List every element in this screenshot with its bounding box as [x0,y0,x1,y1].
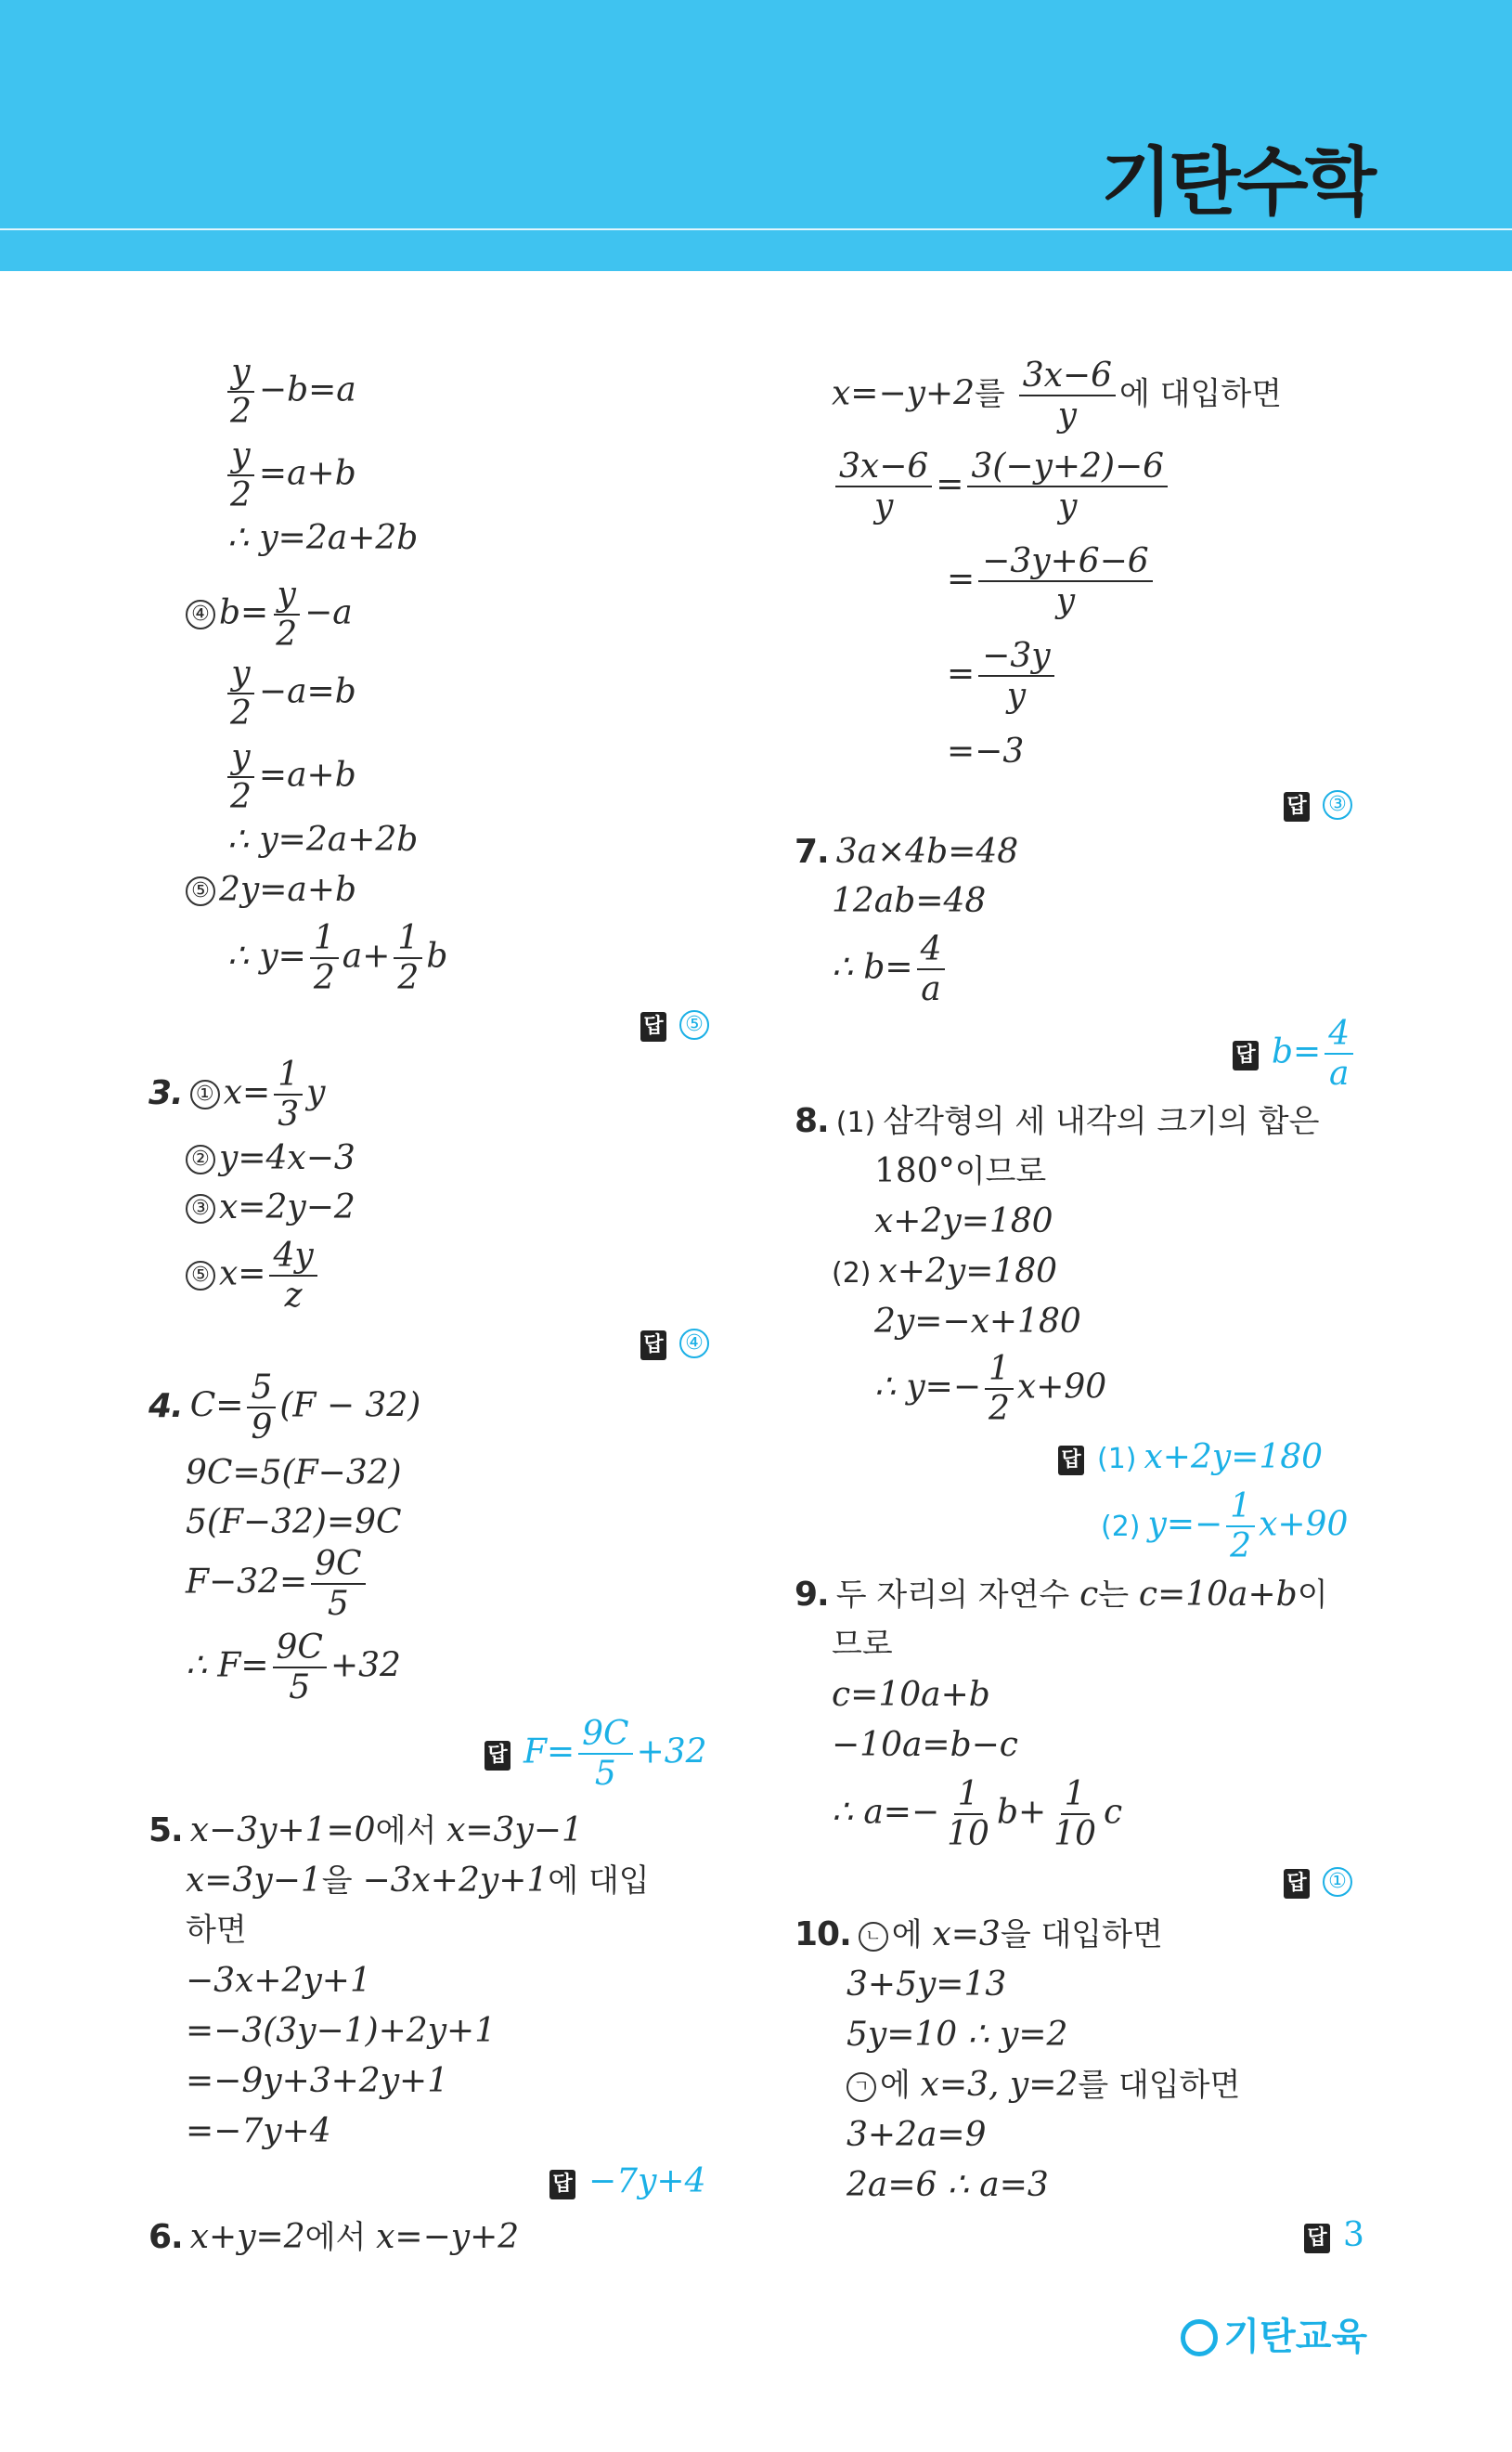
answer: 답 F= $\frac{9C}{5}$ +32 [485,1718,707,1791]
line: F−32= $\frac{9C}{5}$ [186,1548,369,1621]
line: 하면 [186,1912,247,1949]
answer-tag-icon: 답 [485,1741,510,1771]
line: 12ab=48 [832,882,987,920]
line: ∴ F= $\frac{9C}{5}$ +32 [186,1628,401,1706]
line: $\frac{y}{2}$ −b=a [223,356,356,429]
line: ⑤ 2y=a+b [186,874,356,907]
line: ∴ y=2a+2b [227,821,419,859]
problem-6: 6. x+y=2에서 x=−y+2 [149,2218,520,2256]
line: $\frac{y}{2}$ =a+b [223,439,356,512]
answer: 답 ① [1284,1864,1356,1899]
line: ㄱ 에 x=3, y=2를 대입하면 [846,2069,1240,2102]
line: ⑤ x= $\frac{4y}{z}$ [186,1239,321,1313]
answer-tag-icon: 답 [1284,1869,1310,1899]
problem-5: 5. x−3y+1=0에서 x=3y−1 [149,1811,583,1849]
problem-9: 9. 두 자리의 자연수 c는 c=10a+b이 [795,1576,1328,1614]
line: 2a=6 ∴ a=3 [846,2166,1049,2204]
answer-tag-icon: 답 [640,1012,666,1042]
line: $\frac{y}{2}$ −a=b [223,657,356,731]
problem-10: 10. ㄴ 에 x=3을 대입하면 [795,1915,1163,1953]
line: ∴ y=− $\frac{1}{2}$ x+90 [874,1350,1107,1428]
footer-logo: 기탄교육 [1181,2307,1367,2360]
answer-tag-icon: 답 [1304,2224,1330,2253]
answer: 답 ⑤ [640,1007,713,1042]
line: $\frac{3x-6}{y}$ = $\frac{3(-y+2)-6}{y}$ [832,450,1171,524]
problem-3: 3. ① x= $\frac{1}{3}$ y [149,1056,326,1134]
line: $\frac{y}{2}$ =a+b [223,741,356,814]
line: 180°이므로 [874,1152,1047,1190]
answer-tag-icon: 답 [1058,1446,1084,1475]
line: ∴ a=− $\frac{1}{10}$ b+ $\frac{1}{10}$ c [832,1775,1123,1853]
line: ∴ y=2a+2b [227,519,419,557]
line: −10a=b−c [832,1726,1018,1764]
problem-7: 7. 3a×4b=48 [795,833,1019,871]
line: 2y=−x+180 [874,1303,1081,1341]
line: =−7y+4 [186,2112,331,2150]
line: = $\frac{-3y}{y}$ [947,640,1058,713]
line: =−3(3y−1)+2y+1 [186,2012,497,2050]
line: c=10a+b [832,1676,990,1714]
problem-4: 4. C= $\frac{5}{9}$ (F − 32) [149,1369,421,1447]
line: (2) x+2y=180 [832,1252,1058,1291]
answer-tag-icon: 답 [1233,1041,1259,1070]
answer: 답 (1) x+2y=180 [1058,1441,1323,1475]
line: =−9y+3+2y+1 [186,2062,449,2100]
answer-tag-icon: 답 [549,2170,575,2199]
line: 므로 [832,1626,893,1663]
line: ② y=4x−3 [186,1142,355,1175]
problem-8: 8. (1) 삼각형의 세 내각의 크기의 합은 [795,1102,1320,1140]
answer: 답 ③ [1284,787,1356,822]
answer: 답 −7y+4 [549,2165,705,2199]
answer: (2) y=− $\frac{1}{2}$ x+90 [1101,1487,1349,1565]
line: x+2y=180 [874,1202,1053,1240]
line: 3+5y=13 [846,1965,1007,2004]
answer: 답 ④ [640,1326,713,1360]
g-logo-icon [1181,2319,1218,2356]
line: x=3y−1을 −3x+2y+1에 대입 [186,1862,650,1900]
line: 9C=5(F−32) [186,1454,402,1492]
line: =−3 [947,733,1025,771]
brand-logo: 기탄수학 [1100,139,1373,226]
line: ∴ y= $\frac{1}{2}$ a+ $\frac{1}{2}$ b [227,919,448,997]
line: x=−y+2를 $\frac{3x-6}{y}$ 에 대입하면 [832,357,1283,435]
answer-tag-icon: 답 [1284,792,1310,822]
line: −3x+2y+1 [186,1962,371,2000]
line: ④ b= $\frac{y}{2}$ −a [186,578,353,652]
line: ∴ b= $\frac{4}{a}$ [832,933,949,1006]
line: 5(F−32)=9C [186,1503,402,1541]
answer: 답 b= $\frac{4}{a}$ [1233,1018,1357,1091]
answer: 답 3 [1304,2219,1364,2253]
line: 3+2a=9 [846,2116,987,2154]
line: = $\frac{-3y+6-6}{y}$ [947,545,1157,618]
header-band [0,0,1512,271]
answer-tag-icon: 답 [640,1330,666,1360]
line: ③ x=2y−2 [186,1191,355,1225]
line: 5y=10 ∴ y=2 [846,2016,1068,2054]
